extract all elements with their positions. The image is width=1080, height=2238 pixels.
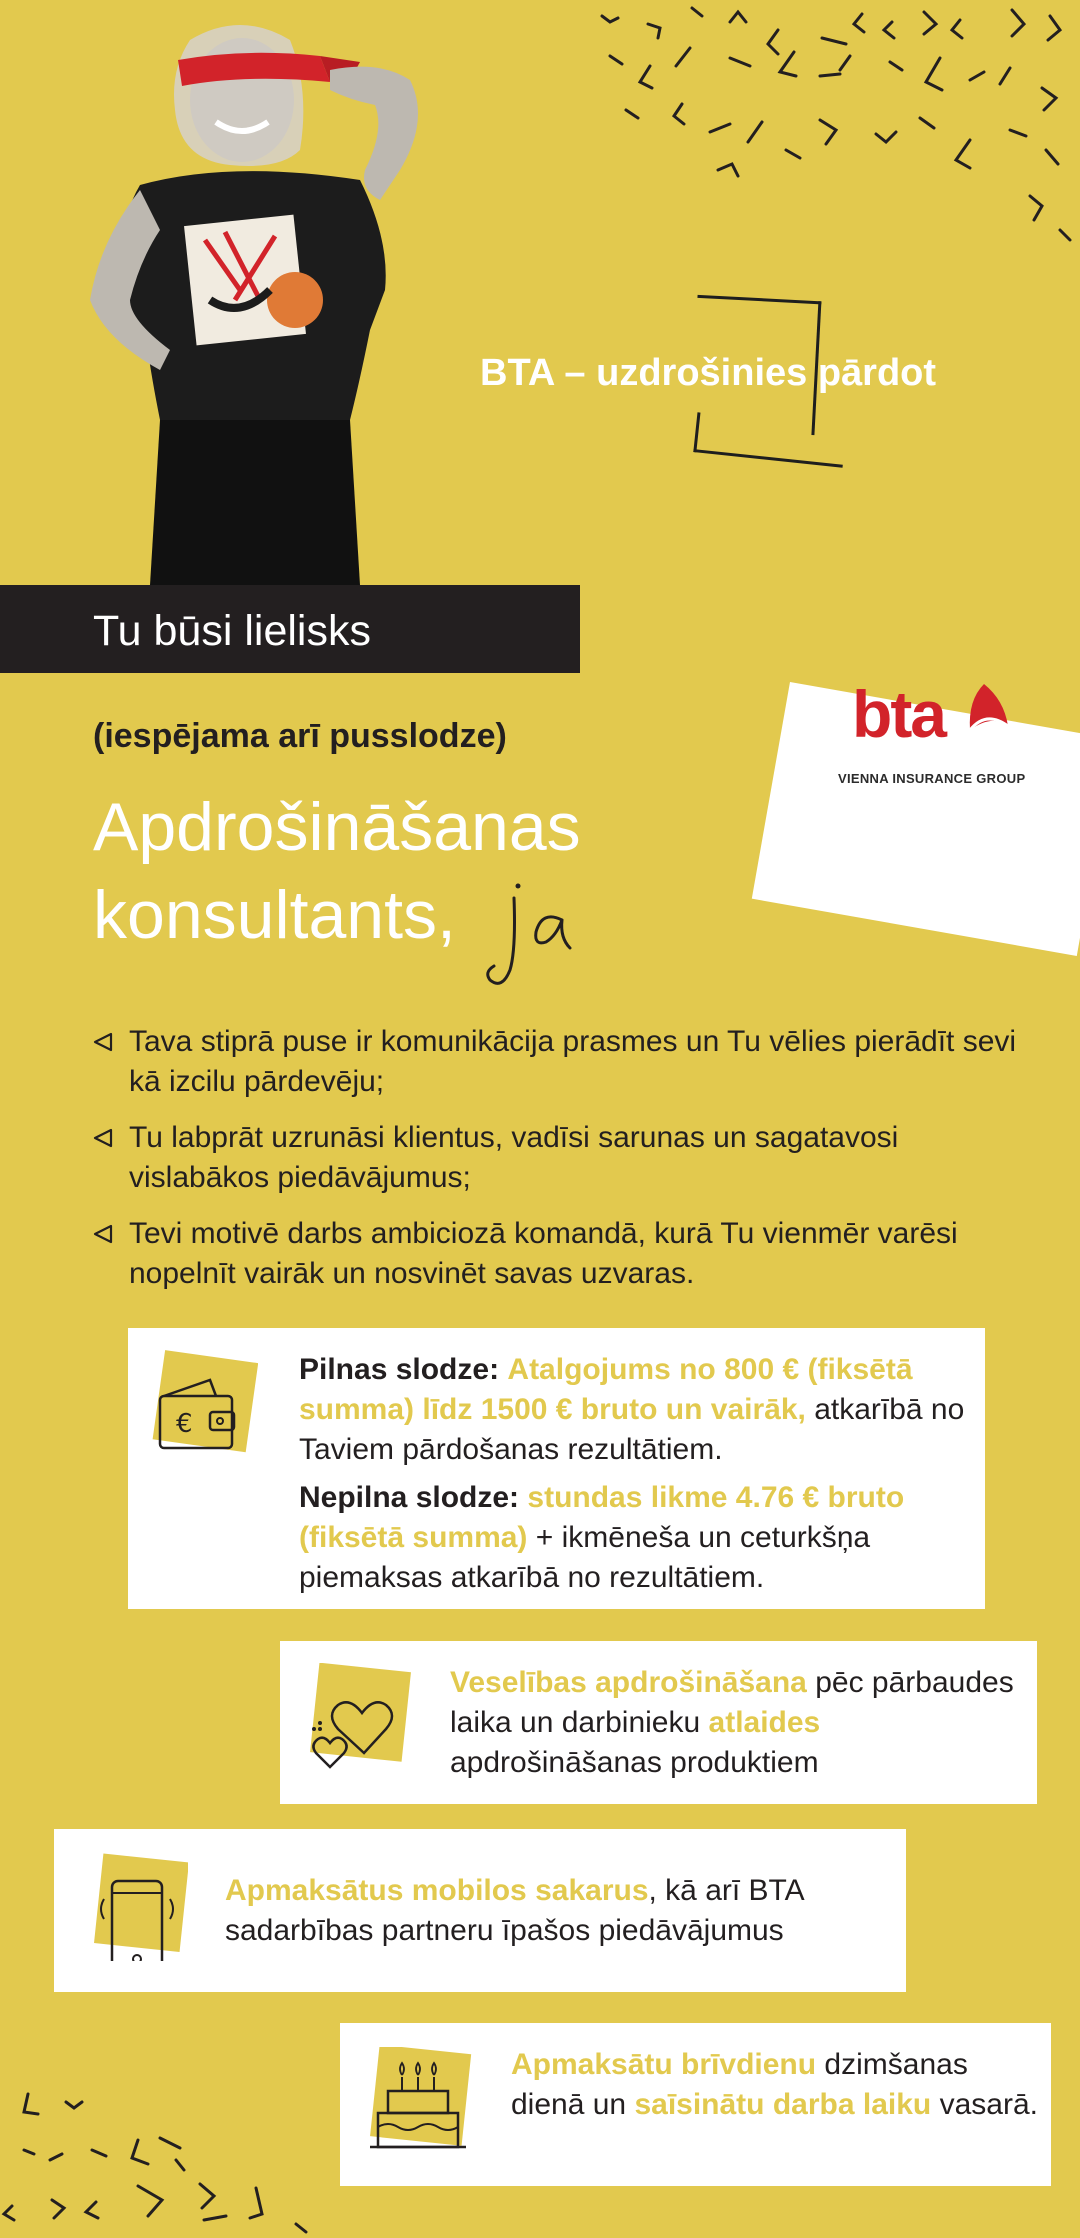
job-title-line2: konsultants, [93,877,456,953]
triangle-bullet-icon [93,1032,113,1052]
list-item: Tu labprāt uzrunāsi klientus, vadīsi sarunas un sagatavosi vislabākos piedāvājumus; [93,1118,1023,1198]
confetti-decoration [590,0,1080,260]
dayoff-text: Apmaksātu brīvdienu dzimšanas dienā un saīsinātu darba laiku vasarā. [511,2048,1038,2121]
banner-text: Tu būsi lielisks [93,607,371,655]
banner-title [0,585,580,673]
health-text: Veselības apdrošināšana pēc pārbaudes laika un darbinieku atlaides apdrošināšanas produktiem [450,1666,1014,1779]
requirements-list [93,1022,1023,1310]
phone-icon [80,1853,188,1961]
part-time-note: (iespējama arī pusslodze) [93,717,507,755]
slogan: BTA – uzdrošinies pārdot [480,352,937,394]
mobile-card [54,1829,906,1992]
triangle-bullet-icon [93,1224,113,1244]
list-item: Tevi motivē darbs ambiciozā komandā, kurā Tu vienmēr varēsi nopelnīt vairāk un nosvinēt savas uzvaras. [93,1214,1023,1294]
dayoff-card [340,2023,1051,2186]
bta-logo: bta [852,677,945,751]
mobile-text: Apmaksātus mobilos sakarus, kā arī BTA sadarbības partneru īpašos piedāvājumus [225,1874,804,1947]
logo-subtitle: VIENNA INSURANCE GROUP [838,771,1026,786]
part-time-salary: Nepilna slodze: stundas likme 4.76 € bruto (fiksētā summa) + ikmēneša un ceturkšņa piemaksas atkarībā no rezultātiem. [299,1481,905,1594]
cake-icon [364,2047,472,2155]
confetti-decoration-bottom [0,2060,330,2238]
triangle-bullet-icon [93,1128,113,1148]
job-title [93,783,713,959]
hearts-icon [304,1663,412,1771]
wallet-icon [150,1350,258,1458]
job-title-line1: Apdrošināšanas [93,789,581,865]
full-time-salary: Pilnas slodze: Atalgojums no 800 € (fiksētā summa) līdz 1500 € bruto un vairāk, atkarībā no Taviem pārdošanas rezultātiem. [299,1353,965,1466]
list-item: Tava stiprā puse ir komunikācija prasmes un Tu vēlies pierādīt sevi kā izcilu pārdevēju; [93,1022,1023,1102]
person-photo [30,0,490,585]
salary-card [128,1328,985,1609]
handwritten-ja [484,880,584,1000]
decorative-frame-bottom [693,412,846,467]
logo-flag-icon [962,680,1012,732]
health-card [280,1641,1037,1804]
svg-text:€: € [176,1409,193,1439]
